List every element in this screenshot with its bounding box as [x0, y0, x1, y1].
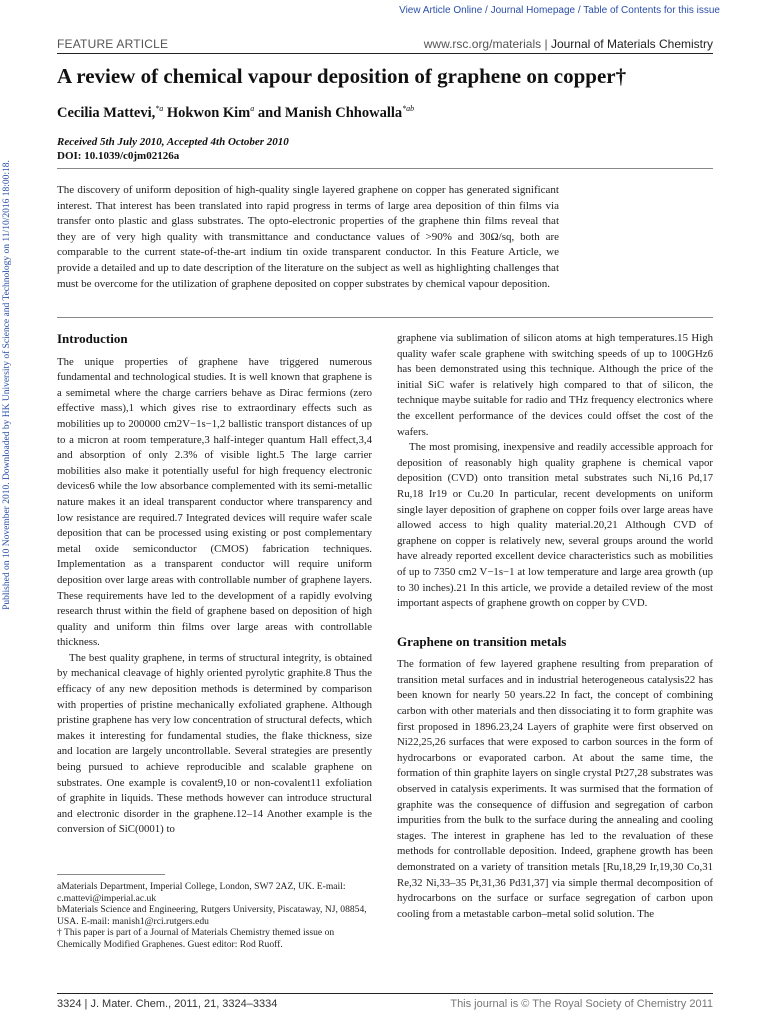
journal-info	[424, 37, 713, 51]
doi[interactable]: DOI: 10.1039/c0jm02126a	[57, 150, 180, 162]
divider-abstract	[57, 317, 713, 318]
left-column	[57, 331, 372, 838]
footnotes	[57, 881, 372, 951]
footnote-affiliation-a: aMaterials Department, Imperial College, London, SW7 2AZ, UK. E-mail: c.mattevi@imperial.ac.uk	[57, 881, 346, 904]
received-dates: Received 5th July 2010, Accepted 4th October 2010	[57, 136, 289, 148]
section2-heading: Graphene on transition metals	[397, 633, 567, 649]
author-list	[57, 104, 414, 122]
footnote-dagger: † This paper is part of a Journal of Materials Chemistry themed issue on Chemically Modified Graphenes. Guest editor: Rod Ruoff.	[57, 927, 335, 950]
footer-rights: This journal is © The Royal Society of Chemistry 2011	[450, 998, 713, 1010]
right-paragraph-1: graphene via sublimation of silicon atoms at high temperatures.15 High quality wafer scale graphene with switching speeds of up to 100GHz6 has been demonstrated using this technique. Although the price of the initial SiC wafer is relatively high compared to that of silicon, the technique maybe suitable for radio and THz frequency electronics where the excellent performance of the devices could offset the cost of the wafers.	[397, 332, 713, 438]
intro-paragraph-1: The unique properties of graphene have triggered numerous fundamental and technological studies. It is well known that graphene is a semimetal where the charge carriers behave as Dirac fermions (zero effective mass),1 which gives rise to extraordinary effects such as mobilities up to 200000 cm2V−1s−1,2 ballistic transport distances of up to a micron at room temperature,3 half-integer quantum Hall effect,3,4 and absorption of only 2.3% of visible light.5 The large carrier mobilities also make it potentially useful for high frequency electronic devices6 while the low absorbance complemented with its semi-metallic nature makes it an ideal transparent conductor where transparency and low resistance are required.7 Integrated devices will require wafer scale deposition that can be processed using existing or post complementary metal oxide semiconductor (CMOS) fabrication techniques. Implementation as a transparent conductor will require uniform deposition over large areas with controllable number of graphene layers. These requirements have led to the development of a rapidly evolving research thrust within the field of graphene based on deposition of high quality and uniform thin films over large areas with controllable thickness.	[57, 355, 372, 649]
footer-citation: 3324 | J. Mater. Chem., 2011, 21, 3324–3334	[57, 998, 278, 1010]
author-2-affil: a	[250, 104, 255, 113]
header-separator: |	[544, 37, 548, 51]
intro-paragraph-2: The best quality graphene, in terms of structural integrity, is obtained by mechanical cleavage of highly oriented pyrolytic graphite.8 Thus the efficacy of any new deposition methods is determined by comparison with properties of pristine mechanically exfoliated graphene. Although pristine graphene has very low concentration of structural defects, which makes it interesting for fundamental studies, the flake thickness, size and location are largely uncontrollable. Several strategies are presently being pursued to achieve reproducible and scalable graphene on substrates. One example is covalent9,10 or non-covalent11 exfoliation of graphite in liquids. These methods however can introduce structural and electronic disorder in the graphene.12–14 Another example is the conversion of SiC(0001) to	[57, 651, 372, 836]
page-footer	[57, 993, 713, 1010]
journal-url[interactable]: www.rsc.org/materials	[423, 37, 542, 51]
author-3: and Manish Chhowalla	[257, 104, 403, 121]
article-nav-links[interactable]: View Article Online / Journal Homepage / Table of Contents for this issue	[399, 5, 720, 16]
article-title: A review of chemical vapour deposition of graphene on copper†	[57, 64, 627, 88]
footnote-divider	[57, 874, 165, 875]
download-watermark: Published on 10 November 2010. Downloaded by HK University of Science and Technology on 11/10/2016 18:00:18.	[2, 160, 12, 610]
author-1-affil: *a	[155, 104, 164, 113]
author-2: Hokwon Kim	[166, 104, 251, 121]
section2-paragraph-1: The formation of few layered graphene resulting from preparation of transition metal surfaces and in industrial heterogeneous catalysis22 has been known for nearly 50 years.22 In fact, the concept of combining carbon with other materials and then dissociating it to form graphite was first proposed in 1896.23,24 Layers of graphite were first observed on Ni22,25,26 surfaces that were exposed to carbon sources in the form of hydrocarbons or evaporated carbon. At about the same time, the formation of thin graphite layers on single crystal Pt27,28 substrates was observed in catalysis experiments. It was surmised that the formation of graphite was the consequence of diffusion and segregation of carbon impurities from the bulk to the surface during the annealing and cooling stages. The interest in graphene has led to the revaluation of these methods for controllable deposition. Indeed, graphene growth has been demonstrated on a variety of transition metals [Ru,18,29 Ir,19,30 Co,31 Re,32 Ni,33–35 Pt,31,36 Pd31,37] via simple thermal decomposition of hydrocarbons on the surface or surface segregation of carbon upon cooling from a metastable carbon–metal solid solution. The	[397, 658, 713, 920]
right-paragraph-2: The most promising, inexpensive and readily accessible approach for deposition of reasonably high quality graphene is chemical vapor deposition (CVD) onto transition metal substrates such Ni,16 Pd,17 Ru,18 Ir19 or Cu.20 In particular, recent developments on uniform single layer deposition of graphene on copper foils over large areas have allowed access to high quality material.20,21 Although CVD of graphene on copper is relatively new, several groups around the world have already reported excellent device characteristics such as mobilities of up to 7350 cm2 V−1s−1 at low temperature and large area growth (up to 30 inches).21 In this article, we provide a detailed review of the most important aspects of graphene growth on copper by CVD.	[397, 441, 713, 610]
divider-top	[57, 168, 713, 169]
author-1: Cecilia Mattevi,	[57, 104, 156, 121]
abstract: The discovery of uniform deposition of high-quality single layered graphene on copper has generated significant interest. That interest has been translated into rapid progress in terms of large area deposition of thin films via transfer onto plastic and glass substrates. The opto-electronic properties of the graphene thin films reveal that they are of very high quality with transmittance and conductance values of >90% and 30Ω/sq, both are comparable to the current state-of-the-art indium tin oxide transparent conductor. In this Feature Article, we provide a detailed and up to date description of the literature on the subject as well as highlighting challenges that must be overcome for the utilization of graphene deposited on copper substrates by chemical vapour deposition.	[57, 184, 559, 290]
intro-heading: Introduction	[57, 331, 128, 346]
footnote-affiliation-b: bMaterials Science and Engineering, Rutgers University, Piscataway, NJ, 08854, USA. E-mail: manish1@rci.rutgers.edu	[57, 904, 367, 927]
page-header	[57, 35, 713, 54]
right-column	[397, 331, 713, 922]
journal-name: Journal of Materials Chemistry	[550, 37, 713, 51]
section-label: FEATURE ARTICLE	[57, 37, 169, 51]
top-links-bar	[0, 0, 768, 14]
author-3-affil: *ab	[402, 104, 415, 113]
